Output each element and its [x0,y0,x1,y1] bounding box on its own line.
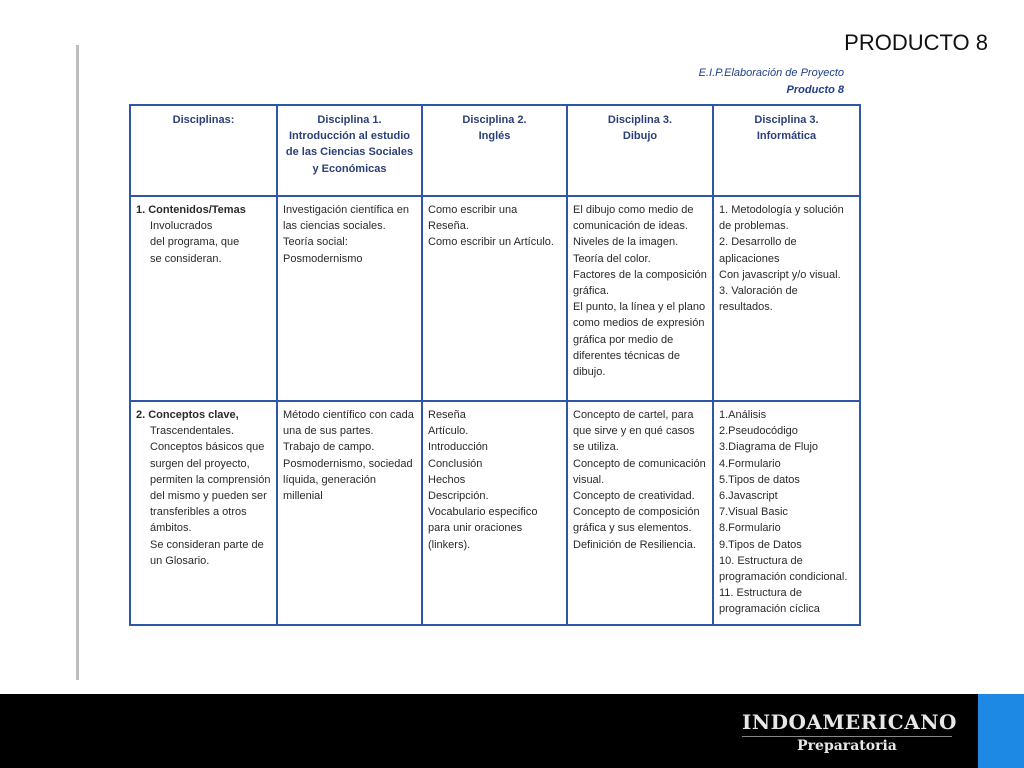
row-label-body: Involucrados del programa, que se consideran. [150,220,240,265]
row-label-body: Trascendentales. Conceptos básicos que surgen del proyecto, permiten la comprensión del mismo y pueden ser transferibles a otros ámbitos. Se consideran parte de un Glosario. [150,425,271,567]
slide-title: PRODUCTO 8 [844,30,988,55]
cell-social-sciences-concepts: Método científico con cada una de sus partes. Trabajo de campo. Posmodernismo, sociedad líquida, generación millenial [277,401,422,625]
row-label-contents [130,196,277,401]
disciplines-table [129,104,861,626]
row-label-heading: 2. Conceptos clave, [136,409,239,421]
cell-informatics-concepts: 1.Análisis 2.Pseudocódigo 3.Diagrama de Flujo 4.Formulario 5.Tipos de datos 6.Javascript 7.Visual Basic 8.Formulario 9.Tipos de Datos 10. Estructura de programación condicional. 11. Estructura de programación cíclica [713,401,860,625]
row-label-key-concepts [130,401,277,625]
footer-bar [0,694,1024,768]
cell-social-sciences-contents: Investigación científica en las ciencias sociales. Teoría social: Posmodernismo [277,196,422,401]
header-discipline-3-drawing: Disciplina 3. Dibujo [567,105,713,196]
document-header-product: Producto 8 [786,84,844,96]
row-label-heading: 1. Contenidos/Temas [136,204,246,216]
cell-drawing-concepts: Concepto de cartel, para que sirve y en qué casos se utiliza. Concepto de comunicación visual. Concepto de creatividad. Concepto de composición gráfica y sus elementos. Definición de Resiliencia. [567,401,713,625]
table-row [130,401,860,625]
cell-drawing-contents: El dibujo como medio de comunicación de ideas. Niveles de la imagen. Teoría del color. Factores de la composición gráfica. El punto, la línea y el plano como medios de expresión gráfica por medio de diferentes técnicas de dibujo. [567,196,713,401]
cell-informatics-contents: 1. Metodología y solución de problemas. 2. Desarrollo de aplicaciones Con javascript y/o visual. 3. Valoración de resultados. [713,196,860,401]
brand-logo-text: INDOAMERICANO [742,710,952,737]
table-header-row [130,105,860,196]
header-disciplines: Disciplinas: [130,105,277,196]
footer-accent-block [978,694,1024,768]
header-discipline-2: Disciplina 2. Inglés [422,105,567,196]
left-divider-line [76,45,79,680]
brand-subtitle: Preparatoria [797,738,897,754]
cell-english-concepts: Reseña Artículo. Introducción Conclusión Hechos Descripción. Vocabulario especifico para unir oraciones (linkers). [422,401,567,625]
document-header-project: E.I.P.Elaboración de Proyecto [698,67,844,79]
cell-english-contents: Como escribir una Reseña. Como escribir un Artículo. [422,196,567,401]
header-discipline-1: Disciplina 1. Introducción al estudio de las Ciencias Sociales y Económicas [277,105,422,196]
table-row [130,196,860,401]
header-discipline-3-informatics: Disciplina 3. Informática [713,105,860,196]
